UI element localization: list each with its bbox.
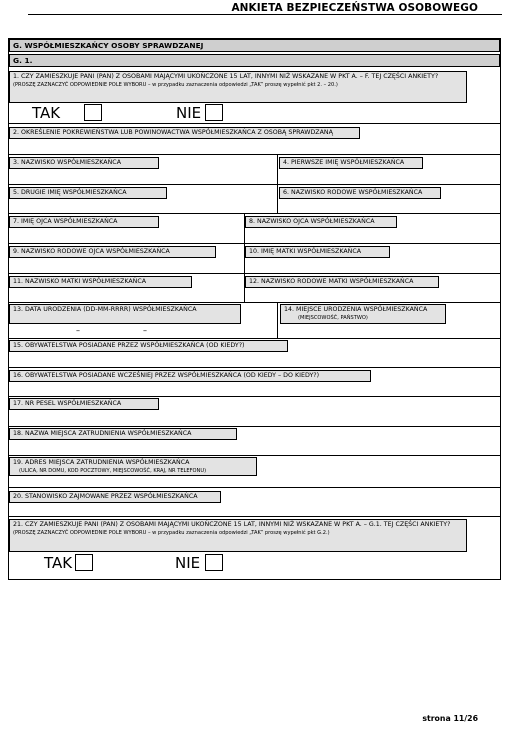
question-21-note: (PROSZĘ ZAZNACZYĆ ODPOWIEDNIE POLE WYBORU – w przypadku zaznaczenia odpowiedzi „TAK” proszę wypełnić pkt G.2.) xyxy=(13,530,330,537)
row-divider xyxy=(9,455,500,456)
question-21-text: 21. CZY ZAMIESZKUJE PANI (PAN) Z OSOBAMI MAJĄCYMI UKOŃCZONE 15 LAT, INNYMI NIŻ WSKAZANE W PKT A. – G.1. TEJ CZĘŚCI ANKIETY? xyxy=(13,521,451,528)
row-divider xyxy=(9,184,500,185)
header-rule xyxy=(28,14,502,15)
field-13-label: 13. DATA URODZENIA (DD-MM-RRRR) WSPÓŁMIESZKAŃCA xyxy=(9,304,241,324)
page-number: strona 11/26 xyxy=(422,714,478,723)
question-21-label xyxy=(9,519,467,552)
row-divider xyxy=(9,516,500,517)
question-1-label xyxy=(9,71,467,103)
field-20-label: 20. STANOWISKO ZAJMOWANE PRZEZ WSPÓŁMIESZKAŃCA xyxy=(9,491,221,503)
row-divider xyxy=(9,426,500,427)
row-divider xyxy=(9,154,500,155)
field-7-label: 7. IMIĘ OJCA WSPÓŁMIESZKAŃCA xyxy=(9,216,159,228)
column-divider xyxy=(277,185,278,213)
field-17-label: 17. NR PESEL WSPÓŁMIESZKAŃCA xyxy=(9,398,159,410)
column-divider xyxy=(277,303,278,338)
field-14-note: (MIEJSCOWOŚĆ, PAŃSTWO) xyxy=(298,315,368,322)
field-15-label: 15. OBYWATELSTWA POSIADANE PRZEZ WSPÓŁMIESZKAŃCA (OD KIEDY?) xyxy=(9,340,288,352)
field-4-label: 4. PIERWSZE IMIĘ WSPÓŁMIESZKAŃCA xyxy=(279,157,423,169)
row-divider xyxy=(9,338,500,339)
field-3-label: 3. NAZWISKO WSPÓŁMIESZKAŃCA xyxy=(9,157,159,169)
field-10-label: 10. IMIĘ MATKI WSPÓŁMIESZKAŃCA xyxy=(245,246,390,258)
row-divider xyxy=(9,123,500,124)
field-14-label xyxy=(280,304,446,324)
field-18-label: 18. NAZWA MIEJSCA ZATRUDNIENIA WSPÓŁMIESZKAŃCA xyxy=(9,428,237,440)
field-19-label xyxy=(9,457,257,476)
field-5-label: 5. DRUGIE IMIĘ WSPÓŁMIESZKAŃCA xyxy=(9,187,167,199)
field-6-label: 6. NAZWISKO RODOWE WSPÓŁMIESZKAŃCA xyxy=(279,187,441,199)
section-title: G. WSPÓŁMIESZKAŃCY OSOBY SPRAWDZANEJ xyxy=(9,39,500,52)
row-divider xyxy=(9,487,500,488)
question-1-no-label: NIE xyxy=(176,104,202,122)
question-21-no-label: NIE xyxy=(175,554,201,572)
row-divider xyxy=(9,213,500,214)
date-separator: – xyxy=(143,326,147,335)
row-divider xyxy=(9,367,500,368)
row-divider xyxy=(9,302,500,303)
question-21-yes-checkbox[interactable] xyxy=(75,554,93,571)
field-19-text: 19. ADRES MIEJSCA ZATRUDNIENIA WSPÓŁMIESZKAŃCA xyxy=(13,459,190,466)
document-title: ANKIETA BEZPIECZEŃSTWA OSOBOWEGO xyxy=(231,2,478,14)
field-12-label: 12. NAZWISKO RODOWE MATKI WSPÓŁMIESZKAŃCA xyxy=(245,276,439,288)
row-divider xyxy=(9,243,500,244)
field-14-text: 14. MIEJSCE URODZENIA WSPÓŁMIESZKAŃCA xyxy=(284,306,428,313)
question-1-no-checkbox[interactable] xyxy=(205,104,223,121)
field-16-label: 16. OBYWATELSTWA POSIADANE WCZEŚNIEJ PRZEZ WSPÓŁMIESZKAŃCA (OD KIEDY – DO KIEDY?) xyxy=(9,370,371,382)
question-1-yes-checkbox[interactable] xyxy=(84,104,102,121)
question-21-no-checkbox[interactable] xyxy=(205,554,223,571)
subsection-title: G. 1. xyxy=(9,54,500,67)
question-1-note: (PROSZĘ ZAZNACZYĆ ODPOWIEDNIE POLE WYBORU – w przypadku zaznaczenia odpowiedzi „TAK” proszę wypełnić pkt 2. – 20.) xyxy=(13,82,338,89)
question-1-yes-label: TAK xyxy=(32,104,61,122)
column-divider xyxy=(244,214,245,303)
row-divider xyxy=(9,273,500,274)
field-2-label: 2. OKREŚLENIE POKREWIEŃSTWA LUB POWINOWACTWA WSPÓŁMIESZKAŃCA Z OSOBĄ SPRAWDZANĄ xyxy=(9,127,360,139)
question-1-text: 1. CZY ZAMIESZKUJE PANI (PAN) Z OSOBAMI MAJĄCYMI UKOŃCZONE 15 LAT, INNYMI NIŻ WSKAZANE W PKT A. – F. TEJ CZĘŚCI ANKIETY? xyxy=(13,73,439,80)
row-divider xyxy=(9,396,500,397)
field-11-label: 11. NAZWISKO MATKI WSPÓŁMIESZKAŃCA xyxy=(9,276,192,288)
question-21-yes-label: TAK xyxy=(44,554,73,572)
field-9-label: 9. NAZWISKO RODOWE OJCA WSPÓŁMIESZKAŃCA xyxy=(9,246,216,258)
field-8-label: 8. NAZWISKO OJCA WSPÓŁMIESZKAŃCA xyxy=(245,216,397,228)
date-separator: – xyxy=(76,326,80,335)
field-19-note: (ULICA, NR DOMU, KOD POCZTOWY, MIEJSCOWOŚĆ, KRAJ, NR TELEFONU) xyxy=(19,468,207,475)
column-divider xyxy=(277,155,278,185)
